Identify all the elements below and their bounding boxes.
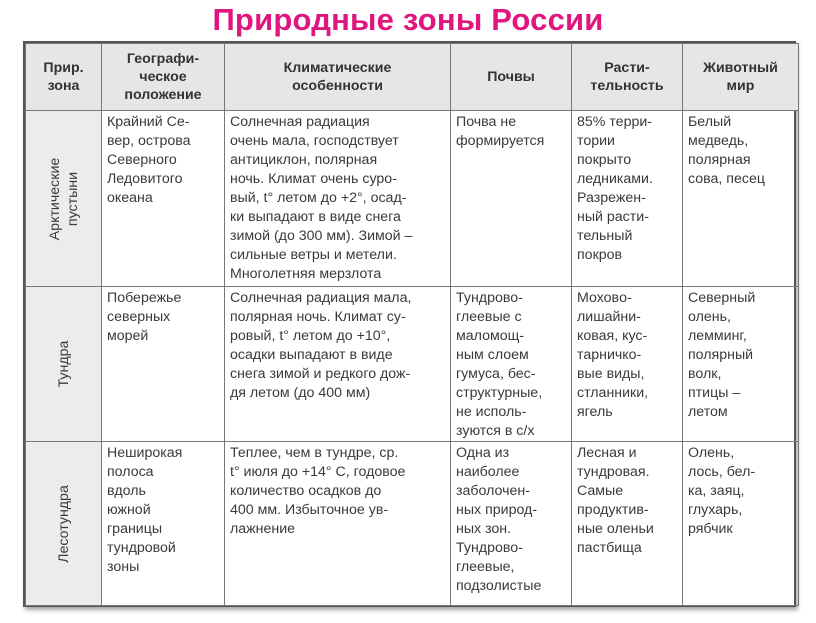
climate-cell: Солнечная радиация мала, полярная ночь. Климат су- ровый, t° летом до +10°, осадки выпадают в виде снега зимой и редкого дож- дя летом (до 400 мм): [225, 287, 451, 442]
soil-cell: Одна из наиболее заболочен- ных природ- ных зон. Тундрово- глеевые, подзолистые: [451, 442, 572, 606]
natural-zones-table: [23, 41, 796, 607]
fauna-cell: Северный олень, лемминг, полярный волк, птицы – летом: [683, 287, 799, 442]
header-geo-position: Географи- ческое положение: [102, 44, 225, 111]
table-row: [26, 111, 799, 287]
climate-cell: Солнечная радиация очень мала, господствует антициклон, полярная ночь. Климат очень суро- вый, t° летом до +2°, осад- ки выпадают в виде снега зимой (до 300 мм). Зимой – сильные ветры и метели. Многолетняя мерзлота: [225, 111, 451, 287]
header-fauna: Животный мир: [683, 44, 799, 111]
zone-label: Арктические пустыни: [46, 157, 81, 240]
zone-cell: [26, 287, 102, 442]
header-soils: Почвы: [451, 44, 572, 111]
header-climate: Климатические особенности: [225, 44, 451, 111]
table-row: [26, 442, 799, 606]
fauna-cell: Олень, лось, бел- ка, заяц, глухарь, рябчик: [683, 442, 799, 606]
header-vegetation: Расти- тельность: [572, 44, 683, 111]
header-zone: Прир. зона: [26, 44, 102, 111]
zone-label: Лесотундра: [55, 484, 72, 563]
zone-cell: [26, 442, 102, 606]
zone-cell: [26, 111, 102, 287]
table-header-row: [26, 44, 799, 111]
soil-cell: Тундрово- глеевые с маломощ- ным слоем гумуса, бес- структурные, не исполь- зуются в с/х: [451, 287, 572, 442]
table-row: [26, 287, 799, 442]
geo-cell: Крайний Се- вер, острова Северного Ледовитого океана: [102, 111, 225, 287]
vegetation-cell: Лесная и тундровая. Самые продуктив- ные оленьи пастбища: [572, 442, 683, 606]
geo-cell: Побережье северных морей: [102, 287, 225, 442]
page-title: Природные зоны России: [212, 2, 604, 37]
vegetation-cell: 85% терри- тории покрыто ледниками. Разрежен- ный расти- тельный покров: [572, 111, 683, 287]
geo-cell: Неширокая полоса вдоль южной границы тундровой зоны: [102, 442, 225, 606]
vegetation-cell: Моховo- лишайни- ковая, кус- тарничко- вые виды, стланники, ягель: [572, 287, 683, 442]
zone-label: Тундра: [55, 340, 72, 388]
soil-cell: Почва не формируется: [451, 111, 572, 287]
fauna-cell: Белый медведь, полярная сова, песец: [683, 111, 799, 287]
climate-cell: Теплее, чем в тундре, ср. t° июля до +14° С, годовое количество осадков до 400 мм. Избыточное ув- лажнение: [225, 442, 451, 606]
